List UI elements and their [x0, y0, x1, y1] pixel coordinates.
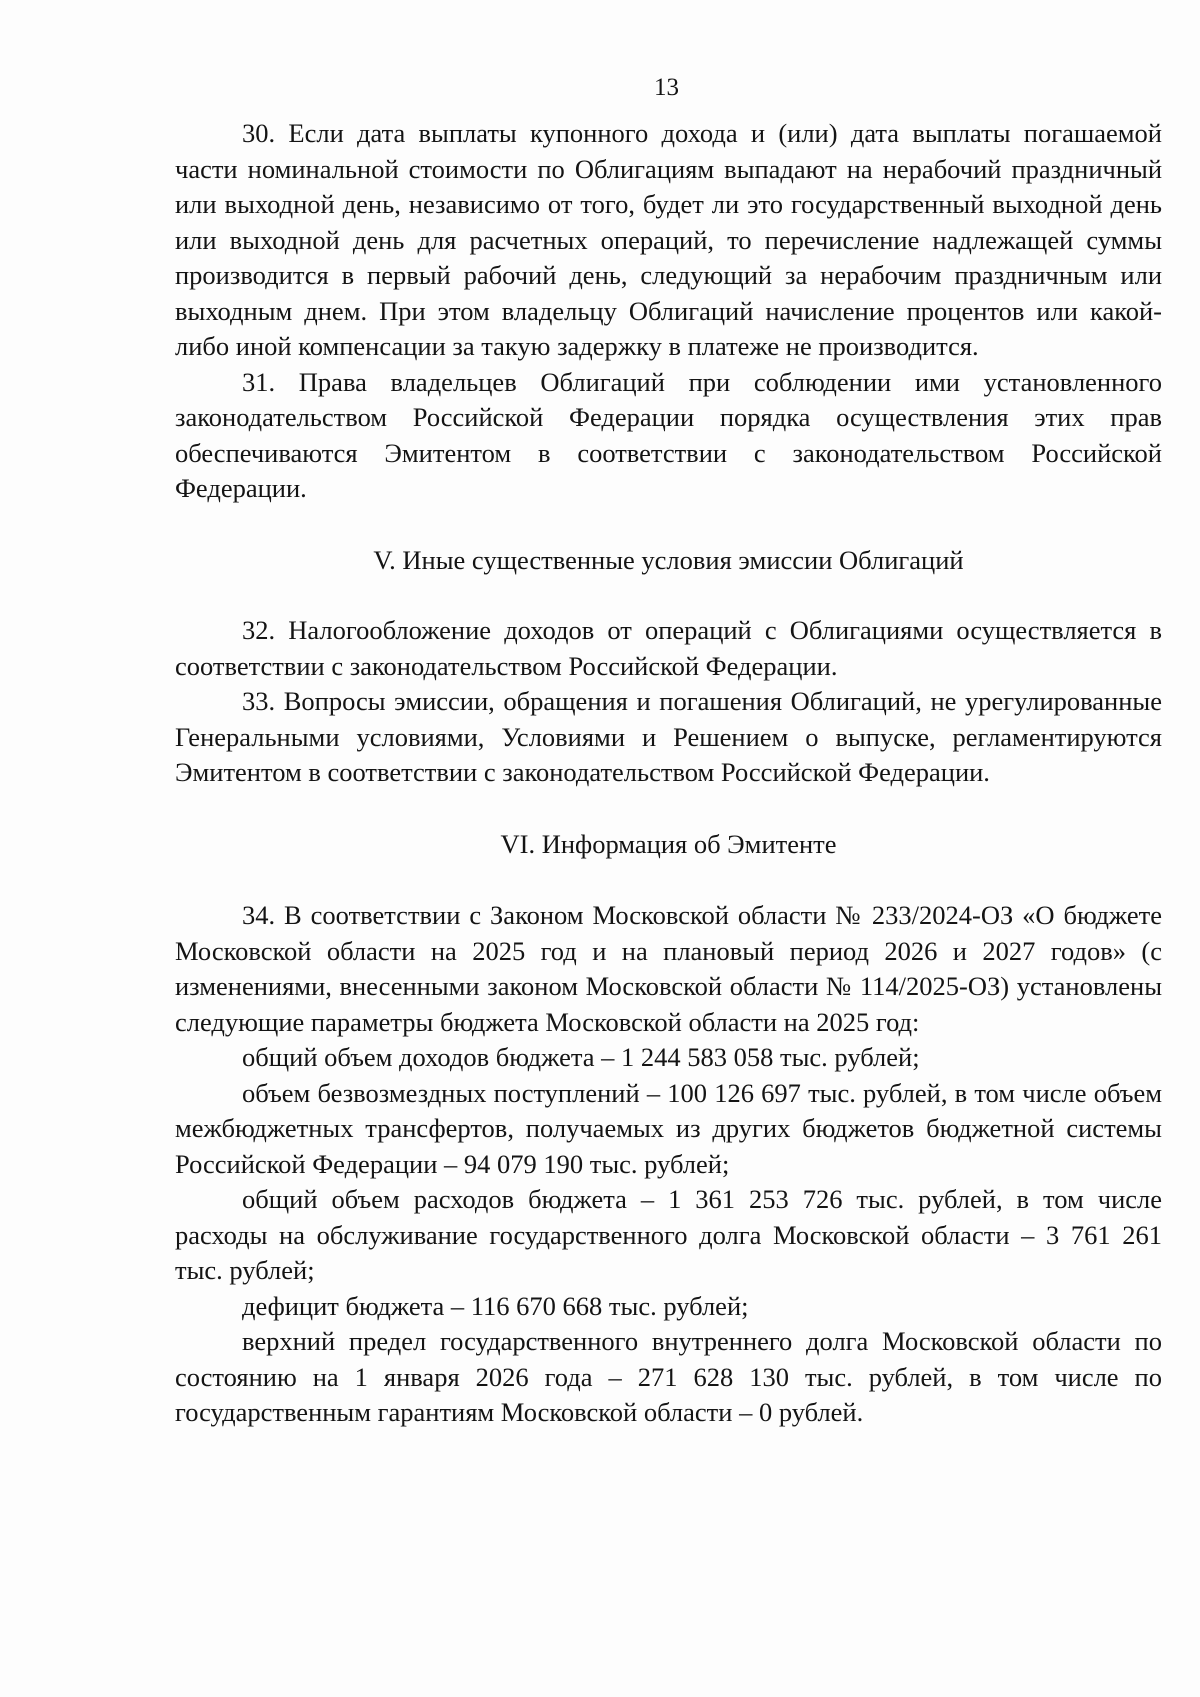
budget-transfers: объем безвозмездных поступлений – 100 126 697 тыс. рублей, в том числе объем межбюджетных трансфертов, получаемых из других бюджетов бюджетной системы Российской Федерации – 94 079 190 тыс. рублей;: [175, 1077, 1162, 1179]
spacer: [175, 862, 1162, 898]
section-heading-5: V. Иные существенные условия эмиссии Облигаций: [373, 544, 964, 575]
document-body: [175, 116, 1162, 1431]
paragraph-33: 33. Вопросы эмиссии, обращения и погашения Облигаций, не урегулированные Генеральными условиями, Условиями и Решением о выпуске, регламентируются Эмитентом в соответствии с законодательством Российской Федерации.: [175, 686, 1162, 787]
paragraph-31: 31. Права владельцев Облигаций при соблюдении ими установленного законодательством Российской Федерации порядка осуществления этих прав обеспечиваются Эмитентом в соответствии с законодательством Российской Федерации.: [175, 366, 1162, 503]
spacer: [175, 791, 1162, 827]
paragraph-32: 32. Налогообложение доходов от операций с Облигациями осуществляется в соответствии с законодательством Российской Федерации.: [175, 615, 1162, 681]
budget-debt: верхний предел государственного внутреннего долга Московской области по состоянию на 1 января 2026 года – 271 628 130 тыс. рублей, в том числе по государственным гарантиям Московской области – 0 рублей.: [175, 1326, 1162, 1427]
budget-income: общий объем доходов бюджета – 1 244 583 058 тыс. рублей;: [242, 1042, 920, 1072]
spacer: [175, 507, 1162, 543]
page-number: 13: [654, 74, 679, 101]
paragraph-34: 34. В соответствии с Законом Московской области № 233/2024-ОЗ «О бюджете Московской области на 2025 год и на плановый период 2026 и 2027 годов» (с изменениями, внесенными законом Московской области № 114/2025-ОЗ) установлены следующие параметры бюджета Московской области на 2025 год:: [175, 900, 1162, 1037]
paragraph-30: 30. Если дата выплаты купонного дохода и (или) дата выплаты погашаемой части номинальной стоимости по Облигациям выпадают на нерабочий праздничный или выходной день, независимо от того, будет ли это государственный выходной день или выходной день для расчетных операций, то перечисление надлежащей суммы производится в первый рабочий день, следующий за нерабочим праздничным или выходным днем. При этом владельцу Облигаций начисление процентов или какой-либо иной компенсации за такую задержку в платеже не производится.: [175, 118, 1162, 361]
spacer: [175, 578, 1162, 613]
budget-expenses: общий объем расходов бюджета – 1 361 253 726 тыс. рублей, в том числе расходы на обслуживание государственного долга Московской области – 3 761 261 тыс. рублей;: [175, 1184, 1162, 1285]
budget-deficit: дефицит бюджета – 116 670 668 тыс. рублей;: [242, 1290, 749, 1321]
section-heading-6: VI. Информация об Эмитенте: [500, 828, 837, 859]
